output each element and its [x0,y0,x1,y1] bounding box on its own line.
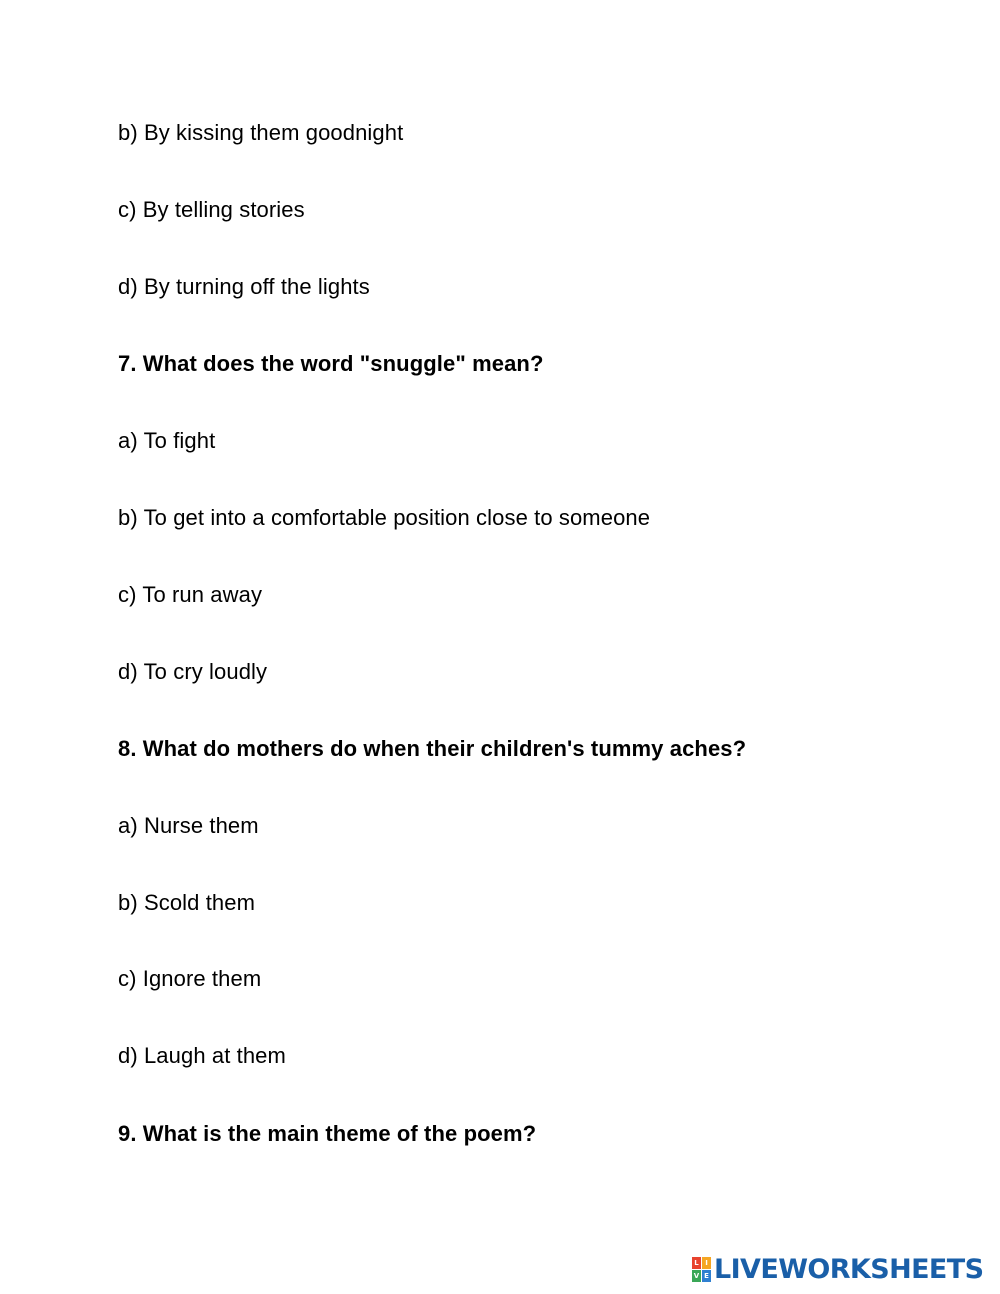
question-9: 9. What is the main theme of the poem? [118,1121,537,1146]
option-7c: c) To run away [118,582,263,607]
option-8d: d) Laugh at them [118,1043,286,1068]
mark-letter-e: E [702,1270,711,1282]
option-8c: c) Ignore them [118,966,262,991]
liveworksheets-mark-icon [692,1257,712,1283]
mark-letter-v: V [693,1272,700,1280]
option-6c: c) By telling stories [118,197,305,222]
mark-letter-l: L [692,1257,701,1269]
question-7: 7. What does the word "snuggle" mean? [118,351,544,376]
liveworksheets-logo [692,1255,983,1285]
option-7a: a) To fight [118,428,216,453]
option-8b: b) Scold them [118,890,256,915]
question-8: 8. What do mothers do when their children's tummy aches? [118,736,747,761]
mark-letter-i: I [702,1257,711,1269]
logo-text: LIVEWORKSHEETS [714,1254,984,1285]
option-6b: b) By kissing them goodnight [118,120,404,145]
option-8a: a) Nurse them [118,813,259,838]
option-7b: b) To get into a comfortable position close to someone [118,505,651,530]
option-6d: d) By turning off the lights [118,274,370,299]
option-7d: d) To cry loudly [118,659,268,684]
